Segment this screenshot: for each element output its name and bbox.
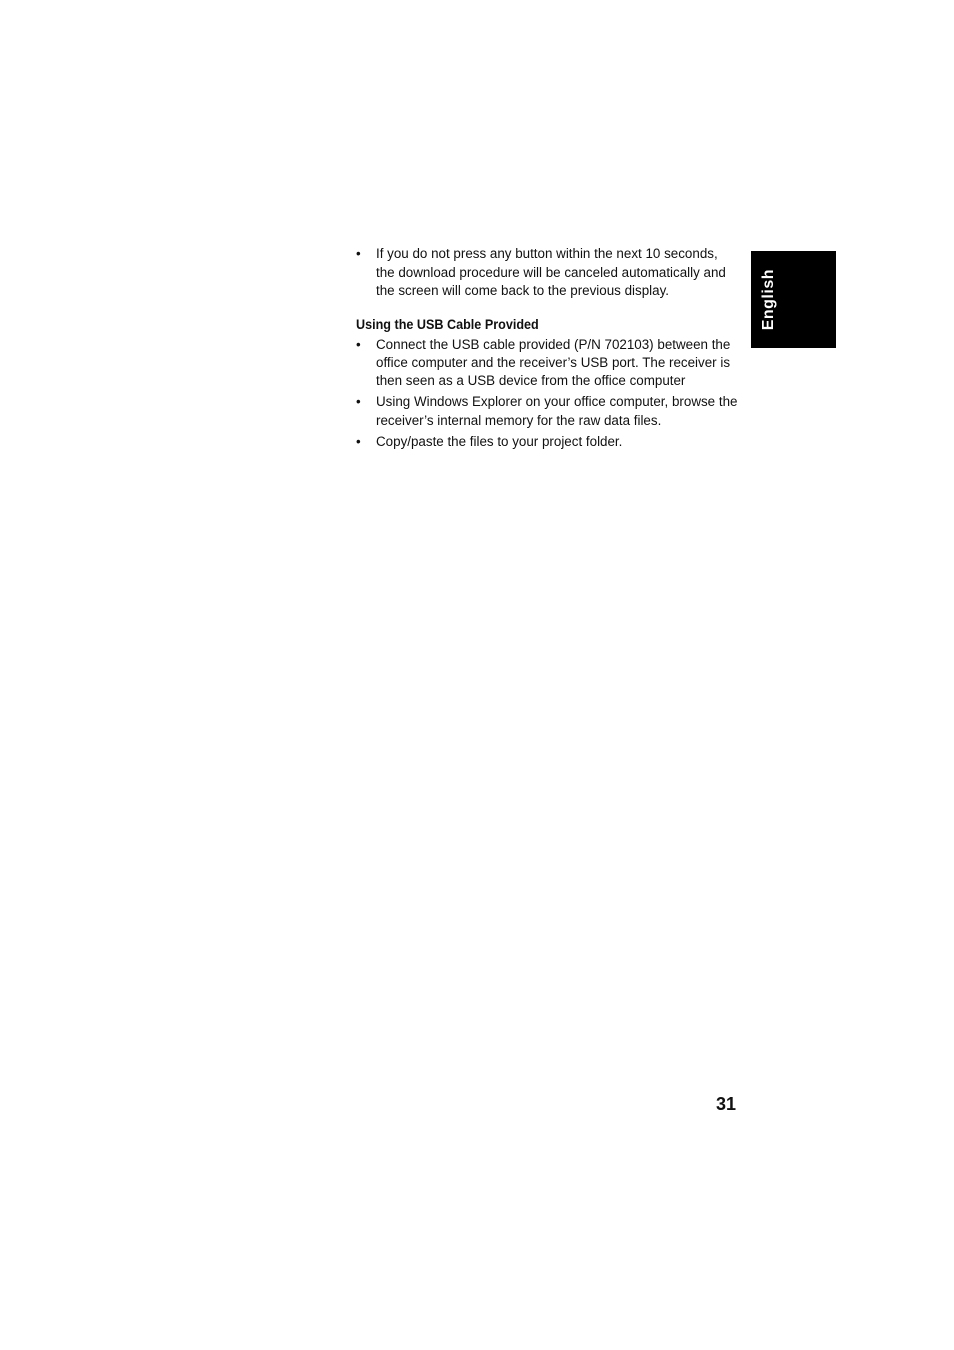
- page-number: 31: [715, 1094, 736, 1114]
- list-item: [356, 336, 738, 391]
- page-content: [356, 245, 738, 454]
- list-item-text: If you do not press any button within the next 10 seconds, the download procedure will be canceled automatically and the screen will come back to the previous display.: [376, 246, 726, 299]
- language-tab: [751, 251, 836, 348]
- bullet-glyph: •: [356, 394, 361, 410]
- list-item-text: Using Windows Explorer on your office computer, browse the receiver’s internal memory for the raw data files.: [376, 394, 738, 428]
- intro-bullet-list: [356, 245, 738, 301]
- bullet-glyph: •: [356, 246, 361, 261]
- bullet-glyph: •: [356, 433, 361, 449]
- list-item: [356, 433, 738, 451]
- usb-bullet-list: [356, 336, 738, 451]
- bullet-glyph: •: [356, 336, 361, 352]
- list-item-text: Connect the USB cable provided (P/N 702103) between the office computer and the receiver’s USB port. The receiver is then seen as a USB device from the office computer: [376, 336, 731, 389]
- list-item-text: Copy/paste the files to your project folder.: [376, 433, 623, 449]
- language-tab-label: English: [760, 269, 777, 331]
- section-heading: Using the USB Cable Provided: [356, 315, 539, 332]
- list-item: [356, 245, 738, 301]
- list-item: [356, 393, 738, 429]
